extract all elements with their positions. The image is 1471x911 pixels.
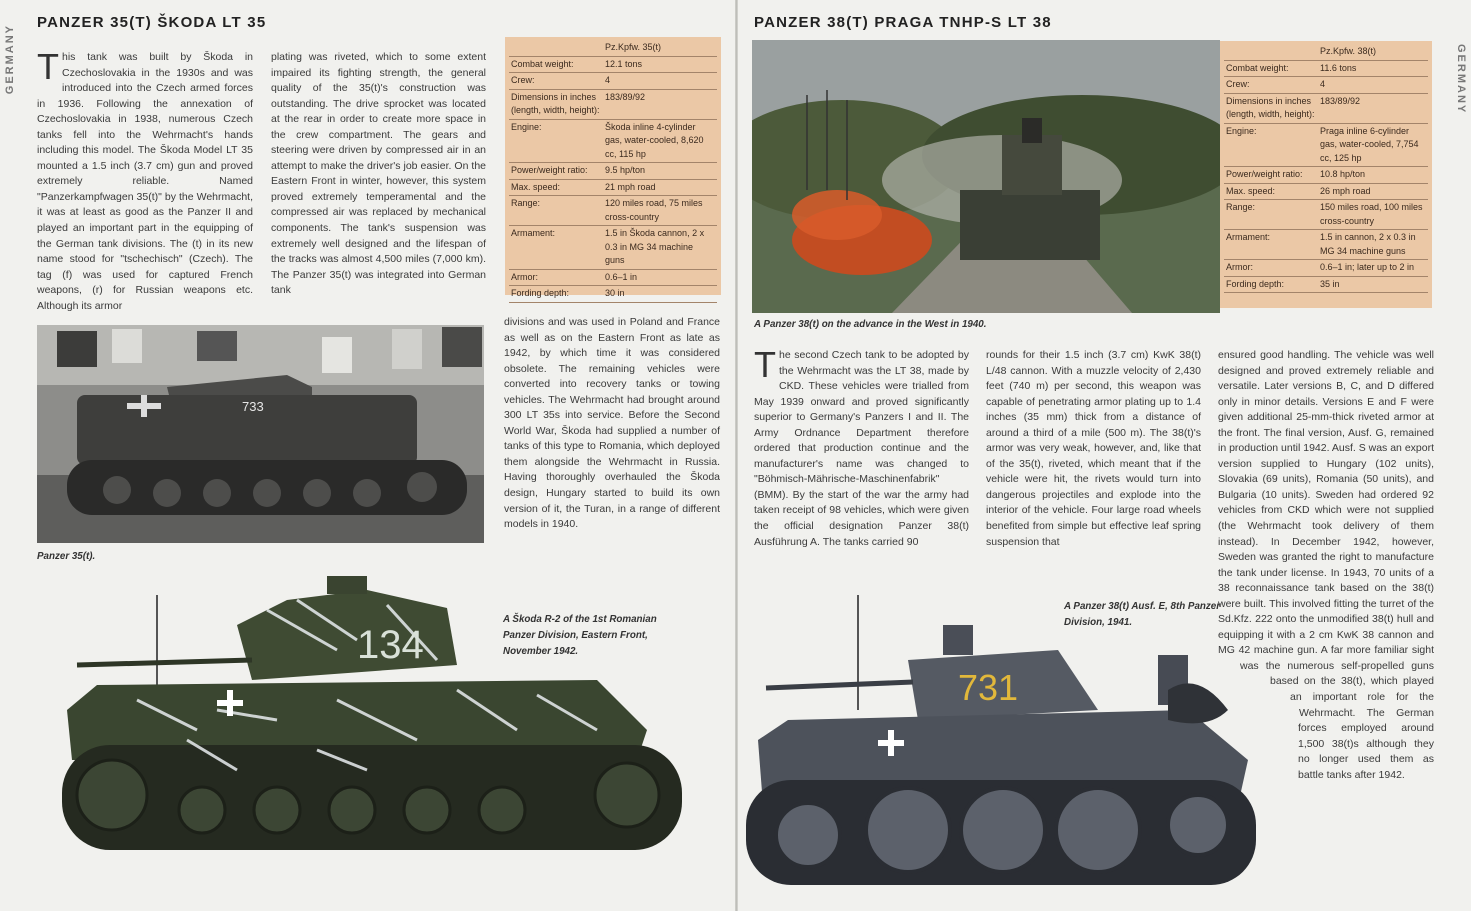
spec-header: Pz.Kpfw. 38(t) <box>1318 44 1428 60</box>
spec-header: Pz.Kpfw. 35(t) <box>603 40 717 56</box>
spec-row <box>509 269 717 286</box>
drop-cap: T <box>37 46 59 87</box>
spec-value: 9.5 hp/ton <box>603 163 717 180</box>
tank-photo <box>752 40 1220 313</box>
spec-table <box>1220 41 1432 308</box>
spec-row <box>1224 183 1428 200</box>
spec-value: 30 in <box>603 286 717 303</box>
spec-key: Max. speed: <box>509 179 603 196</box>
body-column-1 <box>37 46 253 314</box>
tank-photo-image <box>37 325 484 543</box>
tank-illustration-image <box>738 590 1263 890</box>
spec-row <box>1224 77 1428 94</box>
spec-row <box>509 179 717 196</box>
illustration-turret-number: 731 <box>958 667 1019 708</box>
body-column-3: ensured good handling. The vehicle was well designed and proved extremely reliable and versatile. Later versions B, C, and D differed only in minor details. Versions E and F were given additional 25-mm-thick riveted armor at the front. The final version, Ausf. G, remained in production until 1942. Ausf. S was an export version supplied to Hungary (102 units), Slovakia (69 units), Romania (50 units), and Bulgaria (10 units). Sweden had ordered 92 vehicles from CKD which were not supplied (the Wehrmacht took delivery of them instead). In December 1942, however, Sweden was granted the right to manufacture the tank under license. In 1943, 70 units of a 38 reconnaissance tank based on the 38(t) were built. This involved fitting the turret of the Sd.Kfz. 222 onto the unmodified 38(t) hull and equipping it with a 2 cm KwK 38 cannon and MG 42 machine gun. A far more familiar sight was the numerous self-propelled guns based on the 38(t), which played an important role for the Wehrmacht. The German forces employed around 1,500 38(t)s although they no longer used them as battle tanks after 1942. <box>1218 349 1434 781</box>
right-page <box>738 0 1471 911</box>
spec-key: Crew: <box>1224 77 1318 94</box>
body-column-3: divisions and was used in Poland and France as well as on the Eastern Front as late as 1942, by which time it was considered obsolete. The remaining vehicles were converted into recovery tanks or towing vehicles. The Wehrmacht had brought around 300 LT 35s into service. Before the Second World War, Škoda had supplied a number of tanks of this type to Romania, which deployed them alongside the Wehrmacht in Russia. Having thoroughly overhauled the Škoda design, Hungary started to build its own version of it, the Turan, in a range of different models in 1940. <box>504 316 720 531</box>
spec-key: Fording depth: <box>1224 276 1318 293</box>
spec-value: 0.6–1 in <box>603 269 717 286</box>
spec-row <box>1224 200 1428 230</box>
spec-value: 10.8 hp/ton <box>1318 167 1428 184</box>
illustration-caption: A Panzer 38(t) Ausf. E, 8th Panzer Division, 1941. <box>1064 601 1221 628</box>
spec-value: 1.5 in Škoda cannon, 2 x 0.3 in MG 34 machine guns <box>603 226 717 270</box>
body-text: his tank was built by Škoda in Czechoslovakia in the 1930s and was introduced into the Czech armed forces in 1936. Following the annexation of Czechoslovakia in 1938, numerous Czech tanks fell into the Wehrmacht's hands including this model. The Škoda Model LT 35 mounted a 1.5 inch (3.7 cm) gun and proved extremely reliable. Named "Panzerkampfwagen 35(t)" by the Wehrmacht, it was at least as good as the Panzer II and played an important part in the equipping of the German tank divisions. The (t) in its new name stood for "tschechisch" (Czech). The tag (f) was used for captured French weapons, (r) for Russian weapons etc. Although its armor <box>37 51 253 312</box>
spec-value: 12.1 tons <box>603 56 717 73</box>
spec-row <box>1224 260 1428 277</box>
spec-value: Škoda inline 4-cylinder gas, water-cooled, 8,620 cc, 115 hp <box>603 119 717 163</box>
spec-key: Dimensions in inches (length, width, height): <box>509 89 603 119</box>
spec-row <box>1224 60 1428 77</box>
spec-table-grid <box>1224 44 1428 293</box>
spec-key: Max. speed: <box>1224 183 1318 200</box>
spec-row <box>509 286 717 303</box>
spec-value: 183/89/92 <box>1318 93 1428 123</box>
spec-key: Range: <box>1224 200 1318 230</box>
spec-value: 1.5 in cannon, 2 x 0.3 in MG 34 machine guns <box>1318 230 1428 260</box>
spec-row <box>509 226 717 270</box>
spec-header-row <box>509 40 717 56</box>
illustration-caption: A Škoda R-2 of the 1st Romanian Panzer Division, Eastern Front, November 1942. <box>503 614 657 657</box>
spec-key: Armament: <box>1224 230 1318 260</box>
spec-row <box>509 89 717 119</box>
spec-table <box>505 37 721 298</box>
spec-row <box>1224 276 1428 293</box>
section-label: GERMANY <box>4 24 16 95</box>
body-column-2: plating was riveted, which to some extent impaired its fighting strength, the general quality of the 35(t)'s construction was outstanding. The drive sprocket was located at the rear in order to create more space in the crew compartment. The gears and steering were driven by compressed air in an attempt to make the driver's job easier. On the Eastern Front in winter, however, this system proved extremely temperamental and the compressed air was replaced by mechanical components. The tank's suspension was extremely well designed and the lifespan of the tracks was almost 4,500 miles (7,000 km). The Panzer 35(t) was integrated into German tank <box>271 51 486 297</box>
spec-row <box>509 119 717 163</box>
spec-value: 120 miles road, 75 miles cross-country <box>603 196 717 226</box>
spec-row <box>1224 93 1428 123</box>
left-page <box>0 0 735 911</box>
spec-key: Power/weight ratio: <box>509 163 603 180</box>
drop-cap: T <box>754 344 776 385</box>
spec-value: 183/89/92 <box>603 89 717 119</box>
photo-turret-number: 733 <box>242 399 264 414</box>
body-text: he second Czech tank to be adopted by the Wehrmacht was the LT 38, made by CKD. These vehicles were trialled from May 1939 onward and proved significantly superior to Germany's Panzers I and II. The Army Ordnance Department therefore ordered that production continue and the manufacturer's name was changed to "Böhmisch-Mährische-Maschinenfabrik" (BMM). By the start of the war the army had taken receipt of 98 vehicles, which were given the official designation Panzer 38(t) Ausführung A. The tanks carried 90 <box>754 349 969 548</box>
spec-key: Engine: <box>1224 123 1318 167</box>
spec-table-grid <box>509 40 717 303</box>
spec-row <box>509 196 717 226</box>
body-column-2: rounds for their 1.5 inch (3.7 cm) KwK 38(t) L/48 cannon. With a muzzle velocity of 2,430 feet (740 m) per second, this weapon was capable of penetrating armor plating up to 1.4 inches (35 mm) thick from a distance of around a third of a mile (500 m). The 38(t)'s armor was very weak, however, and, like that of the 35(t), riveted, which meant that if the vehicle were hit, the rivets would turn into dangerous projectiles and explode into the interior of the vehicle. Four large road wheels benefited from simple but effective leaf spring suspension that <box>986 349 1201 548</box>
spec-key: Range: <box>509 196 603 226</box>
spec-key: Armament: <box>509 226 603 270</box>
spec-value: 4 <box>1318 77 1428 94</box>
spec-value: 4 <box>603 73 717 90</box>
spec-key: Crew: <box>509 73 603 90</box>
spec-row <box>509 56 717 73</box>
spec-key: Combat weight: <box>509 56 603 73</box>
section-label: GERMANY <box>1455 44 1467 115</box>
spec-row <box>1224 123 1428 167</box>
spec-value: Praga inline 6-cylinder gas, water-cooled, 7,754 cc, 125 hp <box>1318 123 1428 167</box>
spec-value: 150 miles road, 100 miles cross-country <box>1318 200 1428 230</box>
spec-value: 21 mph road <box>603 179 717 196</box>
spec-key: Armor: <box>509 269 603 286</box>
body-column-1 <box>754 344 969 550</box>
spec-row <box>1224 167 1428 184</box>
spec-key: Power/weight ratio: <box>1224 167 1318 184</box>
spec-value: 11.6 tons <box>1318 60 1428 77</box>
spec-key: Engine: <box>509 119 603 163</box>
illustration-turret-number: 134 <box>357 623 424 667</box>
spec-value: 35 in <box>1318 276 1428 293</box>
spec-key: Combat weight: <box>1224 60 1318 77</box>
photo-caption: A Panzer 38(t) on the advance in the West in 1940. <box>754 319 987 330</box>
spec-row <box>509 163 717 180</box>
photo-caption: Panzer 35(t). <box>37 551 96 562</box>
tank-photo <box>37 325 484 543</box>
spec-key: Armor: <box>1224 260 1318 277</box>
spec-value: 26 mph road <box>1318 183 1428 200</box>
spec-value: 0.6–1 in; later up to 2 in <box>1318 260 1428 277</box>
page-title: PANZER 38(T) PRAGA TNHP-S LT 38 <box>754 14 1052 31</box>
spec-key: Dimensions in inches (length, width, height): <box>1224 93 1318 123</box>
spec-row <box>1224 230 1428 260</box>
page-title: PANZER 35(T) ŠKODA LT 35 <box>37 14 267 31</box>
tank-illustration <box>738 590 1263 890</box>
spec-key: Fording depth: <box>509 286 603 303</box>
tank-photo-image <box>752 40 1220 313</box>
spec-row <box>509 73 717 90</box>
spec-header-row <box>1224 44 1428 60</box>
